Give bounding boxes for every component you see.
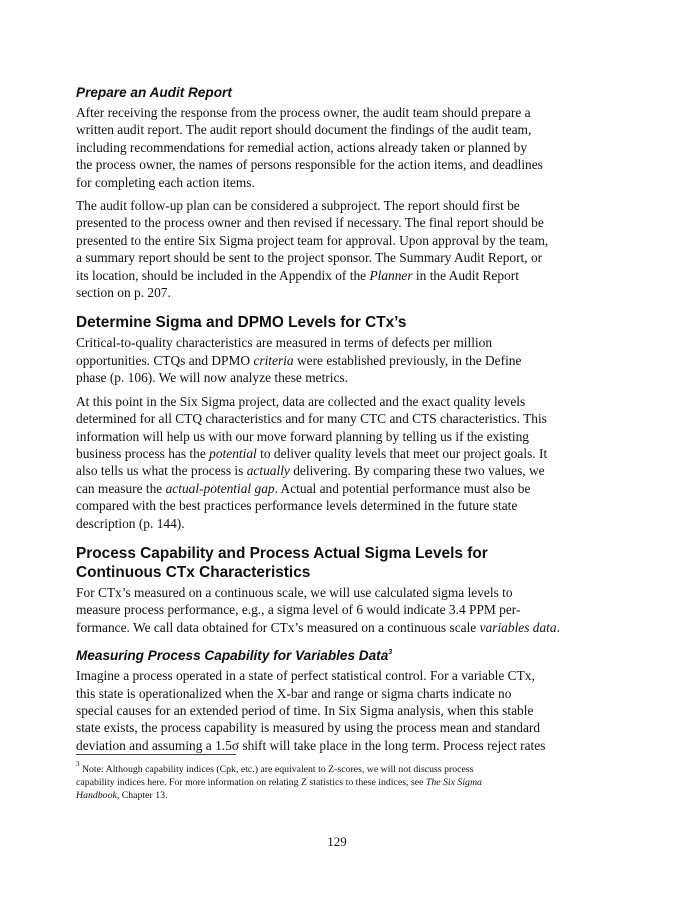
text-line: Imagine a process operated in a state of perfect statistical control. For a variable CTx, (76, 668, 535, 684)
text-line: The audit follow-up plan can be considered a subproject. The report should first be (76, 198, 520, 214)
page-body (76, 84, 604, 754)
text-line: Critical-to-quality characteristics are measured in terms of defects per million (76, 335, 493, 351)
footnote-line (76, 776, 604, 789)
text-line: information will help us with our move forward planning by telling us if the existing (76, 428, 529, 444)
text-line: state exists, the process capability is measured by using the process mean and standard (76, 720, 541, 736)
text-run: to deliver quality levels that meet our project goals. It (256, 445, 548, 461)
text-line: written audit report. The audit report should document the findings of the audit team, (76, 122, 532, 138)
text-line (76, 267, 604, 284)
italic-potential: potential (209, 445, 257, 461)
text-run: delivering. By comparing these two values, we (289, 463, 545, 479)
italic-actually: actually (246, 463, 290, 479)
footnote-marker: 3 (76, 760, 80, 768)
text-run: were established previously, in the Define (293, 352, 522, 368)
heading-prepare-audit-report: Prepare an Audit Report (76, 85, 232, 100)
footnote (76, 760, 604, 802)
text-line: determined for all CTQ characteristics and for many CTC and CTS characteristics. This (76, 411, 547, 427)
text-run: can measure the (76, 480, 166, 496)
heading-line: Process Capability and Process Actual Sigma Levels for (76, 544, 488, 562)
text-line: phase (p. 106). We will now analyze these metrics. (76, 370, 348, 386)
text-line: description (p. 144). (76, 515, 185, 531)
heading-determine-sigma: Determine Sigma and DPMO Levels for CTx’s (76, 314, 407, 332)
text-run: business process has the (76, 445, 210, 461)
text-run: also tells us what the process is (76, 463, 247, 479)
text-line (76, 445, 604, 462)
heading-measuring-capability (76, 647, 604, 664)
text-run: . (556, 619, 560, 635)
text-line: the process owner, the names of persons responsible for the action items, and deadlines (76, 157, 543, 173)
text-line: a summary report should be sent to the project sponsor. The Summary Audit Report, or (76, 250, 543, 266)
page-number: 129 (327, 834, 347, 849)
text-line: this state is operationalized when the X-bar and range or sigma charts indicate no (76, 685, 512, 701)
paragraph-audit-report (76, 104, 604, 191)
text-line (76, 480, 604, 497)
text-line: compared with the best practices performance levels determined in the future state (76, 498, 518, 514)
paragraph-quality-levels (76, 393, 604, 532)
text-run: in the Audit Report (412, 267, 519, 283)
paragraph-statistical-control (76, 667, 604, 754)
text-run: its location, should be included in the Appendix of the (76, 267, 370, 283)
text-line (76, 462, 604, 479)
text-line: For CTx’s measured on a continuous scale, we will use calculated sigma levels to (76, 584, 513, 600)
text-run: opportunities. CTQs and DPMO (76, 352, 254, 368)
paragraph-continuous-scale (76, 584, 604, 636)
text-run: , Chapter 13. (116, 790, 168, 801)
text-line: presented to the process owner and then revised if necessary. The final report should be (76, 215, 544, 231)
heading-line: Continuous CTx Characteristics (76, 563, 311, 581)
italic-planner: Planner (369, 267, 413, 283)
text-line: At this point in the Six Sigma project, data are collected and the exact quality levels (76, 393, 526, 409)
text-line: deviation and assuming a 1.5σ shift will take place in the long term. Process reject rates (76, 737, 546, 753)
text-line: After receiving the response from the process owner, the audit team should prepare a (76, 105, 531, 120)
italic-variables-data: variables data (479, 619, 557, 635)
text-line: measure process performance, e.g., a sigma level of 6 would indicate 3.4 PPM per- (76, 602, 521, 618)
text-run: capability indices here. For more information on relating Z statistics to these indices, see (76, 777, 426, 788)
footnote-reference: 3 (388, 649, 393, 657)
heading-text: Measuring Process Capability for Variables Data (76, 648, 389, 664)
text-line: including recommendations for remedial action, actions already taken or planned by (76, 139, 528, 155)
italic-actual-potential-gap: actual-potential gap (165, 480, 275, 496)
text-run: Note: Although capability indices (Cpk, etc.) are equivalent to Z-scores, we will not discuss process (79, 764, 474, 775)
footnote-line (76, 789, 604, 802)
paragraph-ctq-measures (76, 334, 604, 386)
footnote-line (76, 760, 604, 776)
text-run: . Actual and potential performance must also be (274, 480, 531, 496)
paragraph-audit-followup (76, 197, 604, 301)
italic-book-title: The Six Sigma (425, 777, 482, 788)
text-line: for completing each action items. (76, 174, 255, 190)
text-line: presented to the entire Six Sigma project team for approval. Upon approval by the team, (76, 232, 549, 248)
heading-process-capability (76, 544, 604, 582)
text-line: section on p. 207. (76, 285, 171, 301)
italic-book-title: Handbook (76, 790, 117, 801)
text-run: formance. We call data obtained for CTx’s measured on a continuous scale (76, 619, 480, 635)
italic-criteria: criteria (253, 352, 294, 368)
text-line (76, 619, 604, 636)
text-line: special causes for an extended period of time. In Six Sigma analysis, when this stable (76, 702, 534, 718)
footnote-divider (76, 754, 236, 755)
text-line (76, 352, 604, 369)
